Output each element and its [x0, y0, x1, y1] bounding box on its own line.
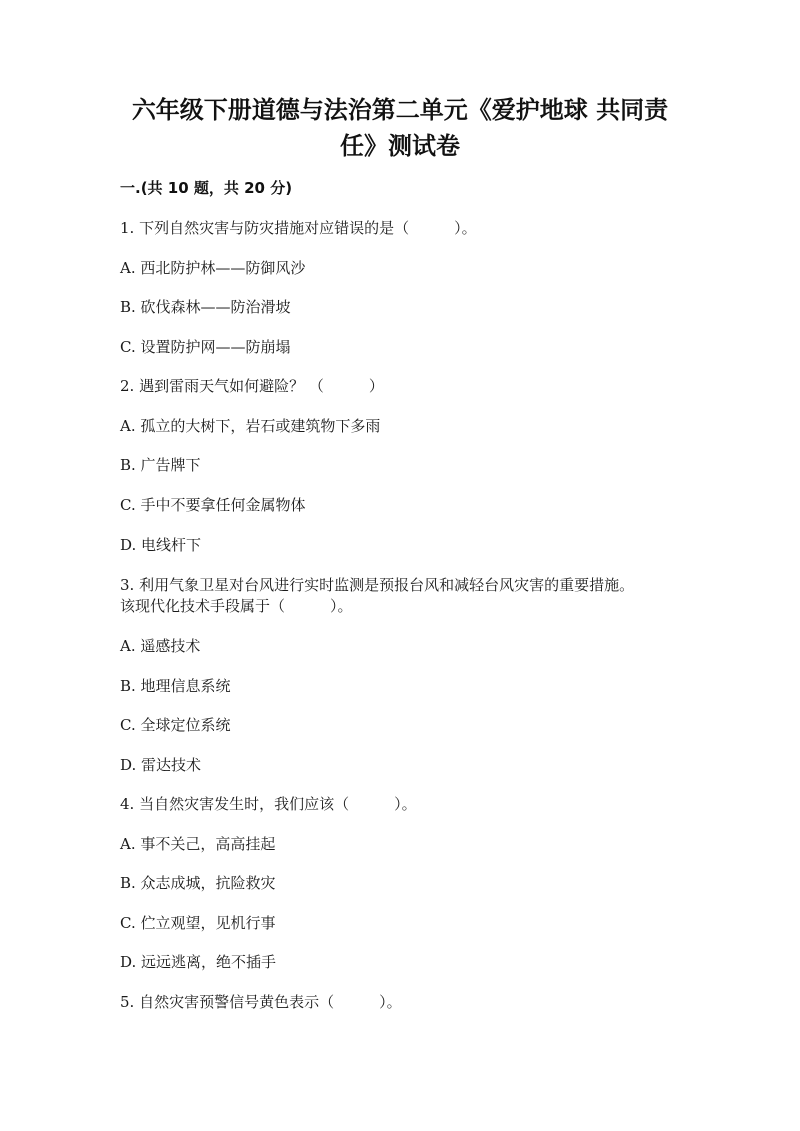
- question-2-stem: 2. 遇到雷雨天气如何避险？ （ ）: [120, 377, 384, 395]
- question-2-option-c: C. 手中不要拿任何金属物体: [120, 496, 306, 514]
- question-2-option-a: A. 孤立的大树下，岩石或建筑物下多雨: [120, 417, 381, 435]
- question-2-option-d: D. 电线杆下: [120, 536, 202, 554]
- question-4-stem: 4. 当自然灾害发生时，我们应该（ ）。: [120, 795, 417, 813]
- document-title: [110, 92, 690, 164]
- question-3-stem-line-2: 该现代化技术手段属于（ ）。: [120, 597, 353, 615]
- question-1-option-b: B. 砍伐森林——防治滑坡: [120, 298, 291, 316]
- question-3-option-b: B. 地理信息系统: [120, 677, 231, 695]
- question-1-stem: 1. 下列自然灾害与防灾措施对应错误的是（ ）。: [120, 219, 477, 237]
- title-line-2: 任》测试卷: [340, 132, 460, 160]
- question-1-option-a: A. 西北防护林——防御风沙: [120, 259, 306, 277]
- question-3-stem-line-1: 3. 利用气象卫星对台风进行实时监测是预报台风和减轻台风灾害的重要措施。: [120, 576, 635, 594]
- question-1-option-c: C. 设置防护网——防崩塌: [120, 338, 291, 356]
- question-4-option-a: A. 事不关己，高高挂起: [120, 835, 276, 853]
- question-4-option-c: C. 伫立观望，见机行事: [120, 914, 276, 932]
- question-3-option-d: D. 雷达技术: [120, 756, 202, 774]
- section-heading: 一.(共 10 题，共 20 分): [120, 179, 293, 197]
- question-5-stem: 5. 自然灾害预警信号黄色表示（ ）。: [120, 993, 402, 1011]
- question-2-option-b: B. 广告牌下: [120, 456, 201, 474]
- question-3-option-a: A. 遥感技术: [120, 637, 201, 655]
- question-3-option-c: C. 全球定位系统: [120, 716, 231, 734]
- question-4-option-d: D. 远远逃离，绝不插手: [120, 953, 277, 971]
- title-line-1: 六年级下册道德与法治第二单元《爱护地球 共同责: [131, 96, 669, 124]
- question-4-option-b: B. 众志成城，抗险救灾: [120, 874, 276, 892]
